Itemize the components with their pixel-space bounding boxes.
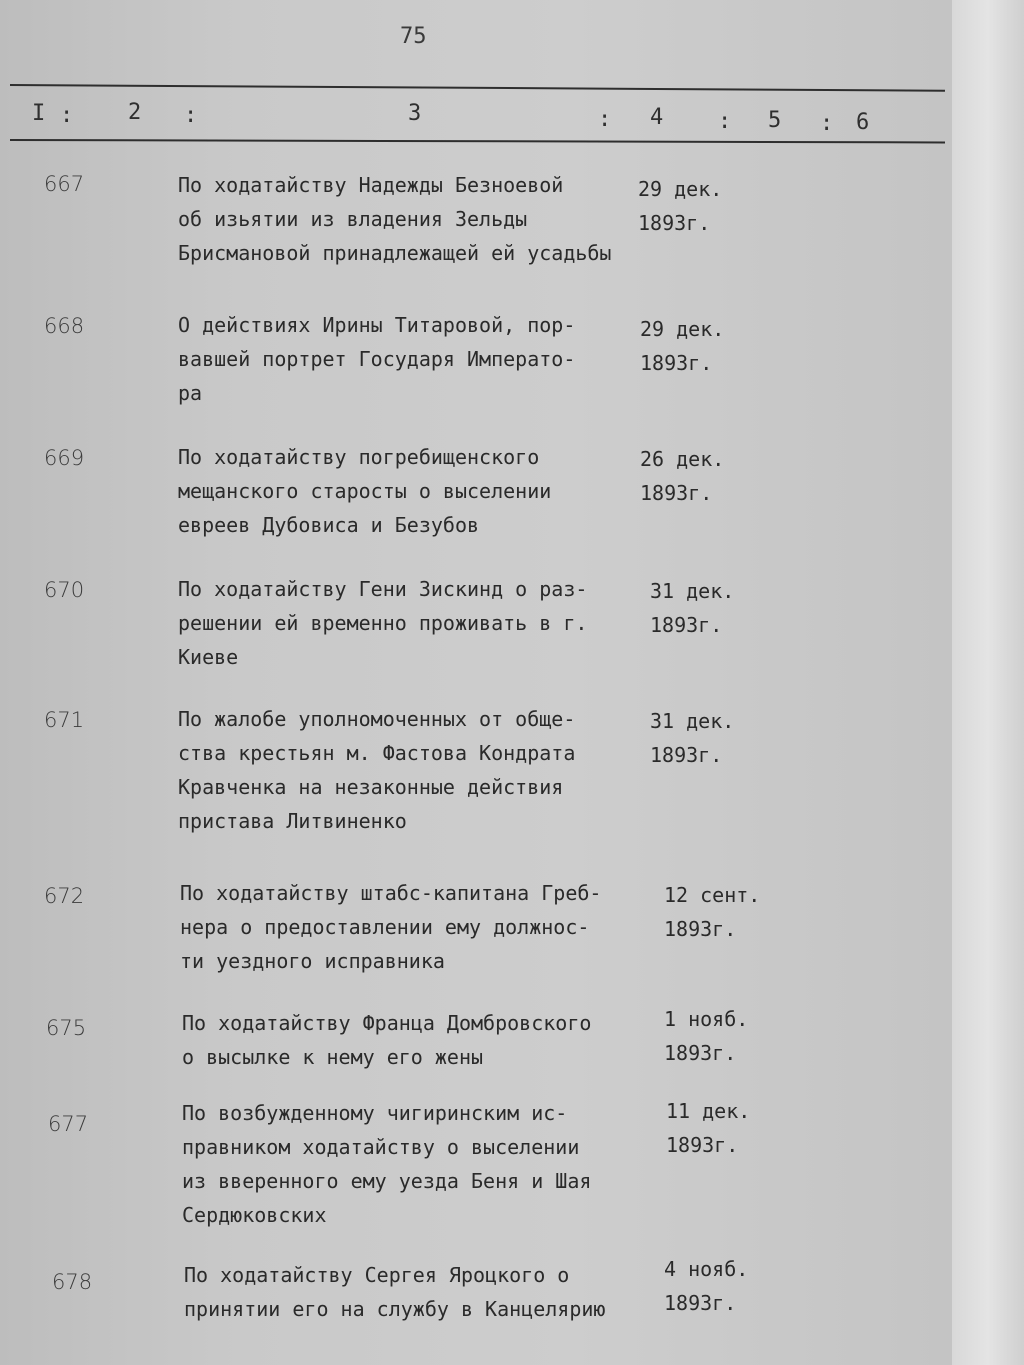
row-number: 678: [52, 1270, 93, 1294]
page-edge-background: [952, 0, 1024, 1365]
column-4-header: 4: [650, 105, 664, 130]
row-date: 29 дек. 1893г.: [640, 317, 725, 375]
row-description: По ходатайству штабс-капитана Греб- нера о предоставлении ему должнос- ти уездного исправника: [180, 881, 602, 973]
column-2-header: 2: [128, 100, 142, 125]
column-5-header: 5: [768, 108, 782, 133]
row-date: 31 дек. 1893г.: [650, 579, 735, 637]
row-number: 667: [44, 172, 85, 196]
header-top-rule: [10, 84, 945, 92]
row-date: 12 сент. 1893г.: [664, 883, 761, 941]
row-date: 29 дек. 1893г.: [638, 177, 723, 235]
row-description: По ходатайству Сергея Яроцкого о принятии его на службу в Канцелярию: [184, 1263, 606, 1321]
row-description: По ходатайству Гени Зискинд о раз- решении ей временно проживать в г. Киеве: [178, 577, 588, 669]
row-number: 675: [46, 1016, 87, 1040]
row-description: По жалобе уполномоченных от обще- ства крестьян м. Фастова Кондрата Кравченка на незаконные действия пристава Литвиненко: [178, 707, 576, 833]
row-number: 669: [44, 446, 85, 470]
column-separator: :: [820, 111, 834, 136]
row-number: 671: [44, 708, 85, 732]
column-1-header: I: [32, 101, 46, 126]
row-number: 677: [48, 1112, 89, 1136]
row-number: 672: [44, 884, 85, 908]
row-description: По возбужденному чигиринским ис- правником ходатайству о выселении из вверенного ему уезда Беня и Шая Сердюковских: [182, 1101, 592, 1227]
row-description: По ходатайству погребищенского мещанского старосты о выселении евреев Дубовиса и Безубов: [178, 445, 552, 537]
header-bottom-rule: [10, 139, 945, 143]
row-description: По ходатайству Франца Домбровского о высылке к нему его жены: [182, 1011, 592, 1069]
row-description: О действиях Ирины Титаровой, пор- вавшей портрет Государя Императо- ра: [178, 313, 576, 405]
page-number: 75: [400, 24, 427, 49]
row-date: 26 дек. 1893г.: [640, 447, 725, 505]
row-date: 31 дек. 1893г.: [650, 709, 735, 767]
column-3-header: 3: [408, 101, 422, 126]
row-number: 670: [44, 578, 85, 602]
column-separator: :: [598, 107, 612, 132]
row-date: 1 нояб. 1893г.: [664, 1007, 749, 1065]
row-number: 668: [44, 314, 85, 338]
column-separator: :: [60, 103, 74, 128]
row-date: 4 нояб. 1893г.: [664, 1257, 749, 1315]
column-separator: :: [184, 103, 198, 128]
column-6-header: 6: [856, 110, 870, 135]
column-separator: :: [718, 109, 732, 134]
row-description: По ходатайству Надежды Безноевой об изьятии из владения Зельды Брисмановой принадлежащей ей усадьбы: [178, 173, 612, 265]
row-date: 11 дек. 1893г.: [666, 1099, 751, 1157]
